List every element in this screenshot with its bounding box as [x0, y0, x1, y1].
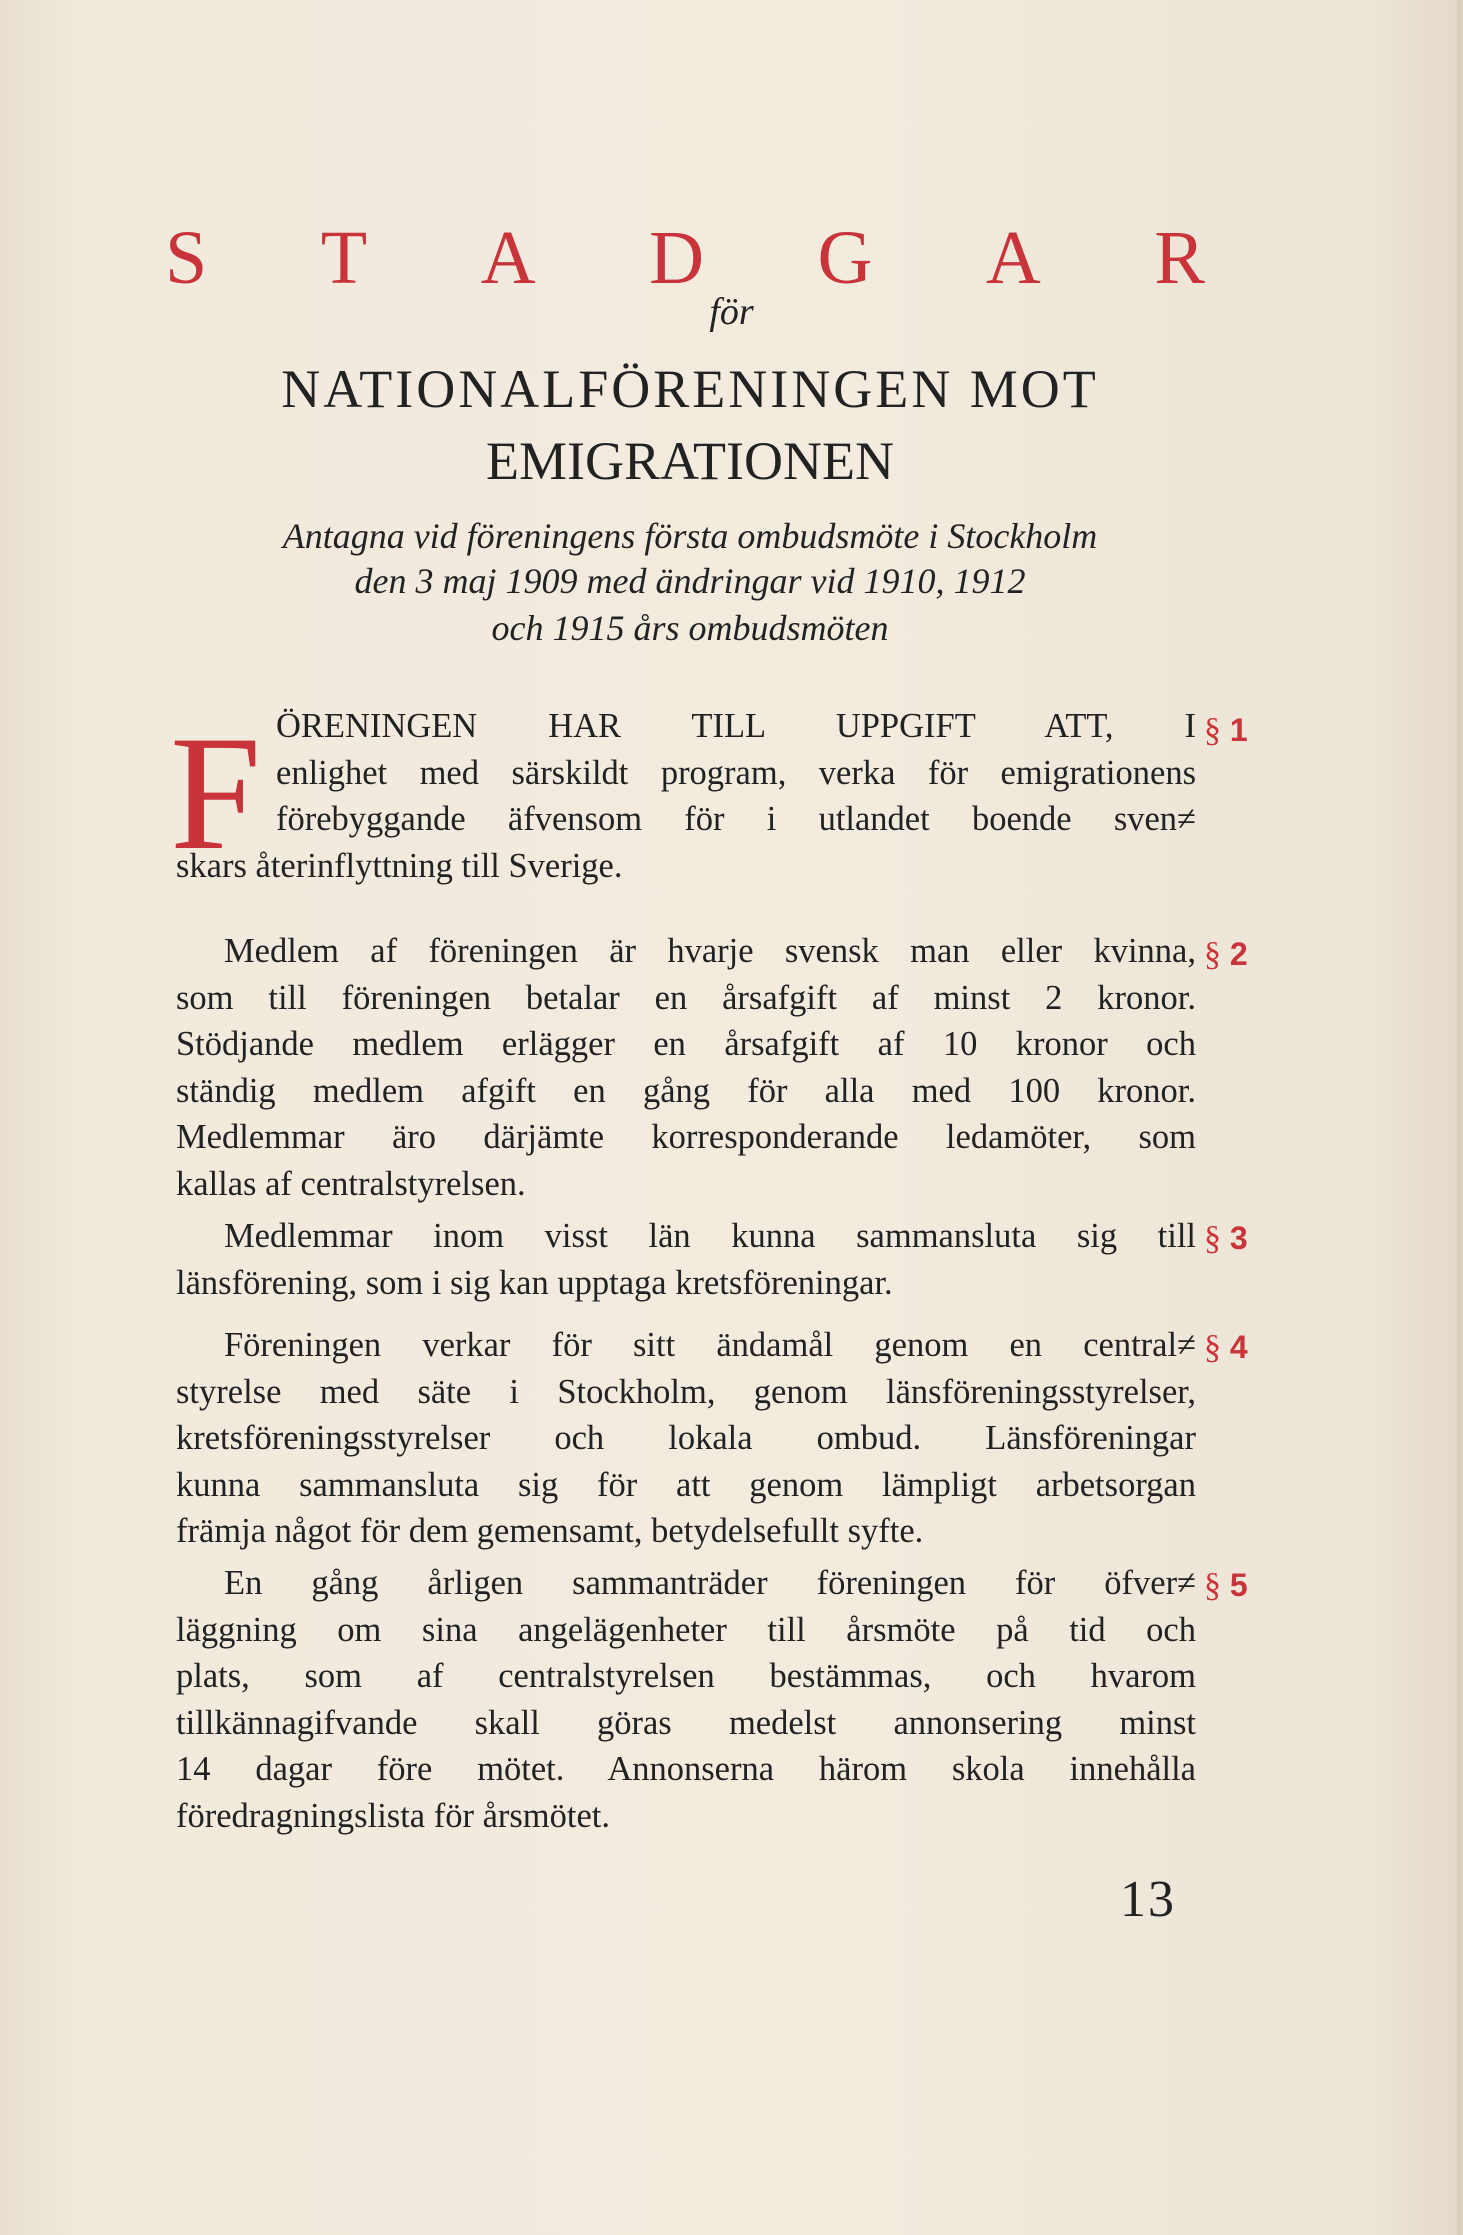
paragraph-line: tillkännagifvande skall göras medelst annonsering minst [176, 1703, 1196, 1742]
paragraph-line: föredragningslista för årsmötet. [176, 1796, 610, 1835]
subtitle-line1: Antagna vid föreningens första ombudsmöte i Stockholm [282, 516, 1098, 556]
title-for: för [709, 291, 754, 333]
section-2-paragraph [176, 928, 1196, 1207]
paragraph-line: länsförening, som i sig kan upptaga kretsföreningar. [176, 1263, 893, 1302]
paragraph-line: Stödjande medlem erlägger en årsafgift af 10 kronor och [176, 1025, 1196, 1063]
page-edge [1457, 0, 1463, 2235]
paragraph-line: Medlemmar äro därjämte korresponderande ledamöter, som [176, 1118, 1196, 1156]
org-name-line2: EMIGRATIONEN [486, 431, 894, 491]
paragraph-line: skars återinflyttning till Sverige. [176, 846, 623, 885]
title-letter: T [320, 216, 368, 300]
title-stadgar [165, 215, 1205, 302]
section-marker-5: § 5 [1204, 1567, 1248, 1604]
title-letter: A [480, 216, 536, 300]
paragraph-line: Medlem af föreningen är hvarje svensk man eller kvinna, [224, 932, 1196, 970]
title-letter: G [817, 216, 873, 300]
paragraph-line: ständig medlem afgift en gång för alla med 100 kronor. [176, 1071, 1196, 1110]
paragraph-line: Medlemmar inom visst län kunna sammansluta sig till [224, 1217, 1196, 1255]
page-number: 13 [1120, 1871, 1176, 1928]
paragraph-line: som till föreningen betalar en årsafgift af minst 2 kronor. [176, 978, 1196, 1017]
section-marker-2: § 2 [1204, 936, 1248, 973]
paragraph-line: kunna sammansluta sig för att genom lämpligt arbetsorgan [176, 1465, 1196, 1504]
paragraph-line: förebyggande äfvensom för i utlandet boende sven≠ [276, 800, 1196, 838]
org-name-line1: NATIONALFÖRENINGEN MOT [281, 359, 1099, 419]
subtitle-line2: den 3 maj 1909 med ändringar vid 1910, 1912 [354, 561, 1026, 601]
paragraph-line: ÖRENINGEN HAR TILL UPPGIFT ATT, I [276, 707, 1196, 745]
paragraph-line: plats, som af centralstyrelsen bestämmas, och hvarom [176, 1657, 1196, 1695]
paragraph-line: kretsföreningsstyrelser och lokala ombud. Länsföreningar [176, 1419, 1196, 1457]
section-marker-3: § 3 [1204, 1220, 1248, 1257]
paragraph-line: enlighet med särskildt program, verka för emigrationens [276, 753, 1196, 792]
section-3-paragraph [176, 1213, 1196, 1306]
title-letter: A [985, 216, 1041, 300]
title-letter: S [165, 216, 208, 300]
paragraph-line: Föreningen verkar för sitt ändamål genom en central≠ [224, 1326, 1196, 1364]
section-4-paragraph [176, 1322, 1196, 1555]
subtitle-line3: och 1915 års ombudsmöten [491, 608, 889, 648]
section-5-paragraph [176, 1560, 1196, 1839]
title-letter: R [1154, 216, 1205, 300]
paragraph-line: styrelse med säte i Stockholm, genom länsföreningsstyrelser, [176, 1372, 1196, 1411]
paragraph-line: läggning om sina angelägenheter till årsmöte på tid och [176, 1610, 1196, 1649]
paragraph-line: kallas af centralstyrelsen. [176, 1164, 526, 1203]
drop-cap: F [170, 703, 262, 884]
paragraph-line: främja något för dem gemensamt, betydelsefullt syfte. [176, 1512, 924, 1550]
section-marker-4: § 4 [1204, 1329, 1248, 1366]
title-letter: D [649, 216, 704, 300]
section-marker-1: § 1 [1204, 712, 1248, 749]
paragraph-line: En gång årligen sammanträder föreningen för öfver≠ [224, 1564, 1196, 1602]
paragraph-line: 14 dagar före mötet. Annonserna härom skola innehålla [176, 1750, 1196, 1788]
section-1-paragraph [176, 703, 1196, 889]
